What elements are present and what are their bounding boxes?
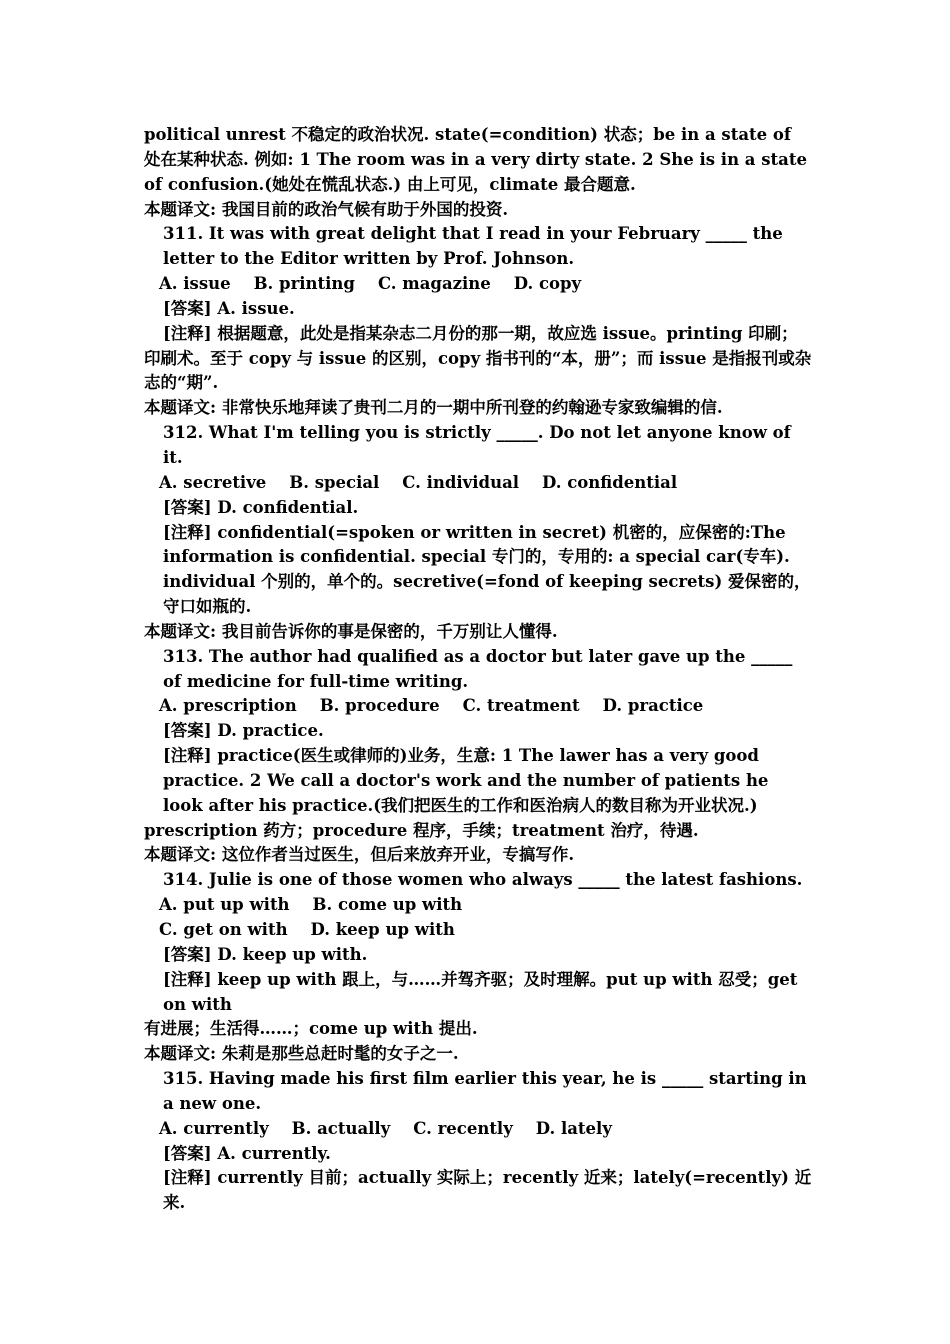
note-311-continued: 印刷术。至于 copy 与 issue 的区别，copy 指书刊的“本，册”；而 issue 是指报刊或杂志的“期”. bbox=[144, 348, 812, 393]
note-314-continued: 有进展；生活得……；come up with 提出. bbox=[144, 1019, 478, 1039]
question-315: 315. Having made his first film earlier this year, he is _____ starting in a new one. bbox=[163, 1069, 813, 1113]
translation-312: 本题译文: 我目前告诉你的事是保密的，千万别让人懂得. bbox=[144, 621, 558, 641]
question-314: 314. Julie is one of those women who always _____ the latest fashions. bbox=[163, 870, 803, 890]
translation-line: 本题译文: 我国目前的政治气候有助于外国的投资. bbox=[144, 199, 509, 219]
note-312: [注释] confidential(=spoken or written in secret) 机密的，应保密的:The information is confidential. special 专门的，专用的: a special car(专车). individual 个别的，单个的。secretive(=fond of keeping secrets) 爱保密的，守口如瓶的. bbox=[163, 522, 811, 617]
options-315: A. currently B. actually C. recently D. lately bbox=[159, 1118, 612, 1138]
question-312: 312. What I'm telling you is strictly _____. Do not let anyone know of it. bbox=[163, 423, 797, 467]
options-314-row1: A. put up with B. come up with bbox=[159, 895, 463, 915]
document-page bbox=[144, 123, 812, 1216]
note-313-continued: prescription 药方；procedure 程序，手续；treatment 治疗，待遇. bbox=[144, 820, 699, 840]
note-315: [注释] currently 目前；actually 实际上；recently 近来；lately(=recently) 近来. bbox=[163, 1168, 812, 1213]
note-313: [注释] practice(医生或律师的)业务，生意: 1 The lawer has a very good practice. 2 We call a doctor's work and the number of patients he look after his practice.(我们把医生的工作和医治病人的数目称为开业状况.) bbox=[163, 746, 775, 815]
paragraph: political unrest 不稳定的政治状况. state(=condition) 状态；be in a state of 处在某种状态. 例如: 1 The room was in a very dirty state. 2 She is in a state of confusion.(她处在慌乱状态.) 由上可见，climate 最合题意. bbox=[144, 125, 813, 194]
note-314: [注释] keep up with 跟上，与……并驾齐驱；及时理解。put up with 忍受；get on with bbox=[163, 969, 804, 1014]
answer-311: [答案] A. issue. bbox=[163, 298, 295, 318]
answer-313: [答案] D. practice. bbox=[163, 721, 324, 741]
translation-314: 本题译文: 朱莉是那些总赶时髦的女子之一. bbox=[144, 1044, 459, 1064]
answer-312: [答案] D. confidential. bbox=[163, 497, 359, 517]
translation-313: 本题译文: 这位作者当过医生，但后来放弃开业，专搞写作. bbox=[144, 845, 575, 865]
options-311: A. issue B. printing C. magazine D. copy bbox=[159, 274, 582, 294]
question-311: 311. It was with great delight that I read in your February _____ the letter to the Editor written by Prof. Johnson. bbox=[163, 224, 789, 269]
answer-315: [答案] A. currently. bbox=[163, 1143, 331, 1163]
translation-311: 本题译文: 非常快乐地拜读了贵刊二月的一期中所刊登的约翰逊专家致编辑的信. bbox=[144, 398, 723, 418]
options-314-row2: C. get on with D. keep up with bbox=[159, 920, 455, 939]
answer-314: [答案] D. keep up with. bbox=[163, 944, 368, 964]
question-313: 313. The author had qualified as a doctor but later gave up the _____ of medicine for full-time writing. bbox=[163, 646, 799, 691]
options-312: A. secretive B. special C. individual D. confidential bbox=[159, 472, 678, 492]
note-311: [注释] 根据题意，此处是指某杂志二月份的那一期，故应选 issue。printing 印刷； bbox=[163, 323, 798, 343]
options-313: A. prescription B. procedure C. treatment D. practice bbox=[159, 696, 704, 716]
